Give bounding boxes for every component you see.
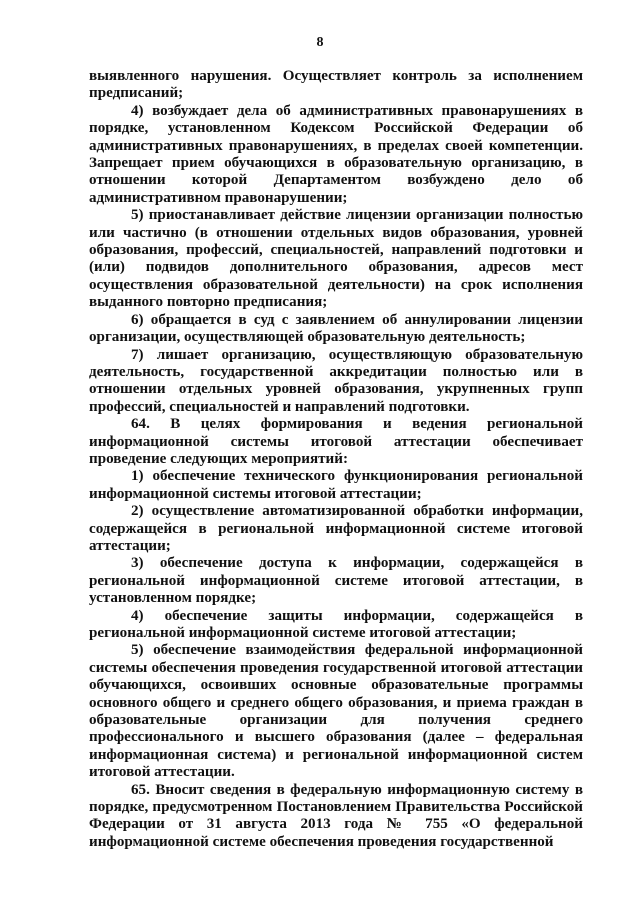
- paragraph-item-5-license-suspension: 5) приостанавливает действие лицензии организации полностью или частично (в отношении отдельных видов образования, уровней образования, профессий, специальностей, направлений подготовки и (или) подвидов дополнительного образования, адресов мест осуществления образовательной деятельности) на срок исполнения выданного повторно предписания;: [89, 207, 583, 311]
- paragraph-item-7-accreditation-revocation: 7) лишает организацию, осуществляющую образовательную деятельность, государственной аккредитации полностью или в отношении отдельных уровней образования, укрупненных групп профессий, специальностей и направлений подготовки.: [89, 346, 583, 415]
- paragraph-continuation: выявленного нарушения. Осуществляет контроль за исполнением предписаний;: [89, 68, 583, 102]
- paragraph-clause-64: 64. В целях формирования и ведения региональной информационной системы итоговой аттестации обеспечивает проведение следующих мероприятий:: [89, 416, 583, 467]
- paragraph-item-4-administrative-cases: 4) возбуждает дела об административных правонарушениях в порядке, установленном Кодексом Российской Федерации об административных правонарушениях, в пределах своей компетенции. Запрещает прием обучающихся в образовательную организацию, в отношении которой Департаментом возбуждено дело об административном правонарушении;: [89, 102, 583, 206]
- paragraph-clause-64-item-2: 2) осуществление автоматизированной обработки информации, содержащейся в региональной информационной системе итоговой аттестации;: [89, 503, 583, 554]
- page-number: 8: [316, 35, 324, 50]
- paragraph-clause-64-item-1: 1) обеспечение технического функционирования региональной информационной системы итоговой аттестации;: [89, 468, 583, 502]
- paragraph-item-6-court-appeal: 6) обращается в суд с заявлением об аннулировании лицензии организации, осуществляющей образовательную деятельность;: [89, 311, 583, 346]
- document-body: [89, 68, 583, 851]
- paragraph-clause-64-item-5: 5) обеспечение взаимодействия федеральной информационной системы обеспечения проведения государственной итоговой аттестации обучающихся, освоивших основные образовательные программы основного общего и среднего общего образования, и приема граждан в образовательные организации для получения среднего профессионального и высшего образования (далее – федеральная информационная система) и региональной информационной систем итоговой аттестации.: [89, 642, 583, 781]
- paragraph-clause-64-item-4: 4) обеспечение защиты информации, содержащейся в региональной информационной системе итоговой аттестации;: [89, 607, 583, 641]
- paragraph-clause-64-item-3: 3) обеспечение доступа к информации, содержащейся в региональной информационной системе итоговой аттестации, в установленном порядке;: [89, 555, 583, 607]
- paragraph-clause-65: 65. Вносит сведения в федеральную информационную систему в порядке, предусмотренном Постановлением Правительства Российской Федерации от 31 августа 2013 года № 755 «О федеральной информационной системе обеспечения проведения государственной: [89, 781, 583, 850]
